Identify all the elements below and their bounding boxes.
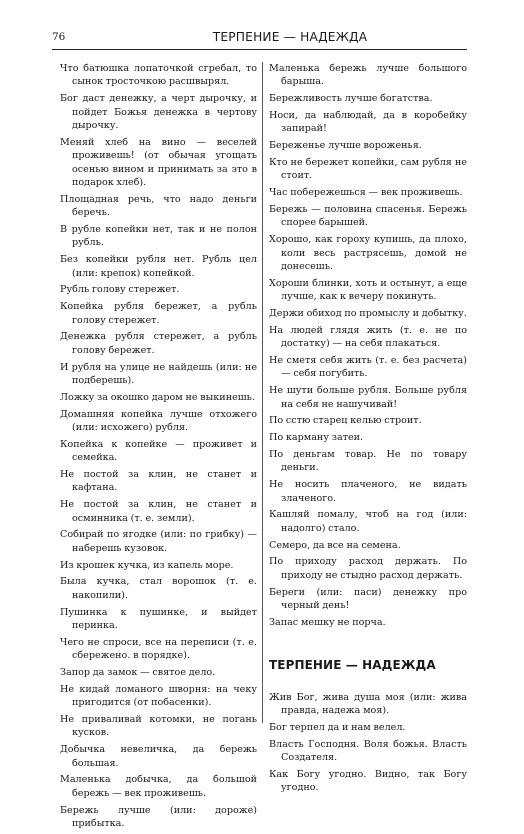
proverb-entry: По карману затеи. — [269, 432, 364, 444]
proverb-entry: Запор да замок — святое дело. — [60, 667, 216, 679]
proverb-entry: Не носить плаченого, не видать злаченого. — [269, 479, 467, 504]
proverb-entry: Собирай по ягодке (или: по грибку) — наберешь кузовок. — [60, 529, 257, 554]
proverb-entry: Не постой за клин, не станет и кафтана. — [60, 469, 257, 494]
proverb-entry: По приходу расход держать. По приходу не стыдно расход держать. — [269, 556, 467, 581]
proverb-entry: Не приваливай котомки, не погань кусков. — [60, 714, 257, 739]
proverb-entry: Носи, да наблюдай, да в коробейку запирай! — [269, 110, 467, 135]
proverb-entry: Рубль голову стережет. — [60, 284, 180, 296]
proverb-entry: Не постой за клин, не станет и осминника (т. е. земли). — [60, 499, 257, 524]
proverb-entry: Кашляй помалу, чтоб на год (или: надолго) стало. — [269, 509, 467, 534]
proverb-entry: Пушинка к пушинке, и выйдет перинка. — [60, 606, 257, 632]
proverb-entry: На людей глядя жить (т. е. не по достатку) — на себя плакаться. — [269, 324, 467, 350]
page-number: 76 — [52, 31, 66, 43]
section-heading: ТЕРПЕНИЕ — НАДЕЖДА — [269, 658, 436, 673]
proverb-entry: Жив Бог, жива душа моя (или: жива правда, надежа моя). — [269, 691, 467, 717]
proverb-entry: Бережь — половина спасенья. Бережь спорее барышей. — [269, 204, 467, 229]
proverb-entry: Запас мешку не порча. — [269, 616, 386, 628]
proverb-entry: Маленька бережь лучше большого барыша. — [269, 63, 467, 88]
proverb-entry: Добычка невеличка, да бережь большая. — [60, 744, 257, 769]
proverb-entry: Денежка рубля стережет, а рубль голову бережет. — [60, 331, 257, 356]
proverb-entry: Береженье лучше вороженья. — [269, 140, 422, 152]
column-divider — [262, 62, 263, 723]
left-column — [60, 62, 257, 834]
proverb-entry: Из крошек кучка, из капель море. — [60, 559, 234, 571]
proverb-entry: По деньгам товар. Не по товару деньги. — [269, 449, 467, 474]
proverb-entry: Береги (или: паси) денежку про черный день! — [269, 586, 467, 612]
header-rule — [52, 49, 467, 50]
proverb-entry: Площадная речь, что надо деньги беречь. — [60, 193, 257, 219]
proverb-entry: Бережливость лучше богатства. — [269, 93, 433, 105]
proverb-entry: Без копейки рубля нет. Рубль цел (или: крепок) копейкой. — [60, 254, 257, 279]
right-column — [269, 62, 467, 798]
proverb-entry: Как Богу угодно. Видно, так Богу угодно. — [269, 768, 467, 794]
running-title: ТЕРПЕНИЕ — НАДЕЖДА — [212, 30, 368, 44]
proverb-entry: Маленька добычка, да большой бережь — век проживешь. — [60, 774, 257, 799]
proverb-entry: Семеро, да все на семена. — [269, 539, 401, 551]
proverb-entry: В рубле копейки нет, так и не полон рубль. — [60, 224, 257, 249]
proverb-entry: Что батюшка лопаточкой сгребал, то сынок тросточкою расшвырял. — [60, 63, 257, 88]
proverb-entry: Бог даст денежку, а черт дырочку, и пойдет Божья денежка в чертову дырочку. — [60, 93, 257, 132]
proverb-entry: Не кидай ломаного шворня: на чеку пригодится (от побасенки). — [60, 683, 257, 709]
proverb-entry: Кто не бережет копейки, сам рубля не стоит. — [269, 157, 467, 182]
proverb-entry: Ложку за окошко даром не выкинешь. — [60, 391, 255, 403]
proverb-entry: Не шути больше рубля. Больше рубля на себя не нашучивай! — [269, 385, 467, 410]
proverb-entry: Не сметя себя жить (т. е. без расчета) — себя погубить. — [269, 355, 467, 380]
proverb-entry: Власть Господня. Воля божья. Власть Создателя. — [269, 738, 467, 764]
proverb-entry: Чего не спроси, все на переписи (т. е. сбережено. в порядке). — [60, 636, 257, 662]
proverb-entry: Час побережешься — век проживешь. — [269, 187, 463, 199]
proverb-entry: Меняй хлеб на вино — веселей проживешь! (от обычая угощать осенью вином и принимать за это в подарок хлеб). — [60, 136, 257, 189]
proverb-entry: Хорошо, как гороху купишь, да плохо, коли весь растрясешь, домой не донесешь. — [269, 234, 467, 273]
page-header — [52, 30, 467, 50]
proverb-entry: Бережь лучше (или: дороже) прибытка. — [60, 804, 257, 830]
proverb-entry: Бог терпел да и нам велел. — [269, 721, 406, 733]
proverb-entry: Копейка рубля бережет, а рубль голову стережет. — [60, 301, 257, 326]
proverb-entry: И рубля на улице не найдешь (или: не подберешь). — [60, 361, 257, 387]
proverb-entry: По сстю старец келью строит. — [269, 415, 422, 427]
proverb-entry: Копейка к копейке — проживет и семейка. — [60, 438, 257, 464]
proverb-entry: Хороши блинки, хоть и остынут, а еще лучше, как к вечеру покинуть. — [269, 277, 467, 303]
proverb-entry: Держи обиход по промыслу и добытку. — [269, 308, 467, 320]
proverb-entry: Домашняя копейка лучше отхожего (или: исхожего) рубля. — [60, 408, 257, 434]
proverb-entry: Была кучка, стал ворошок (т. е. накопили). — [60, 576, 257, 601]
